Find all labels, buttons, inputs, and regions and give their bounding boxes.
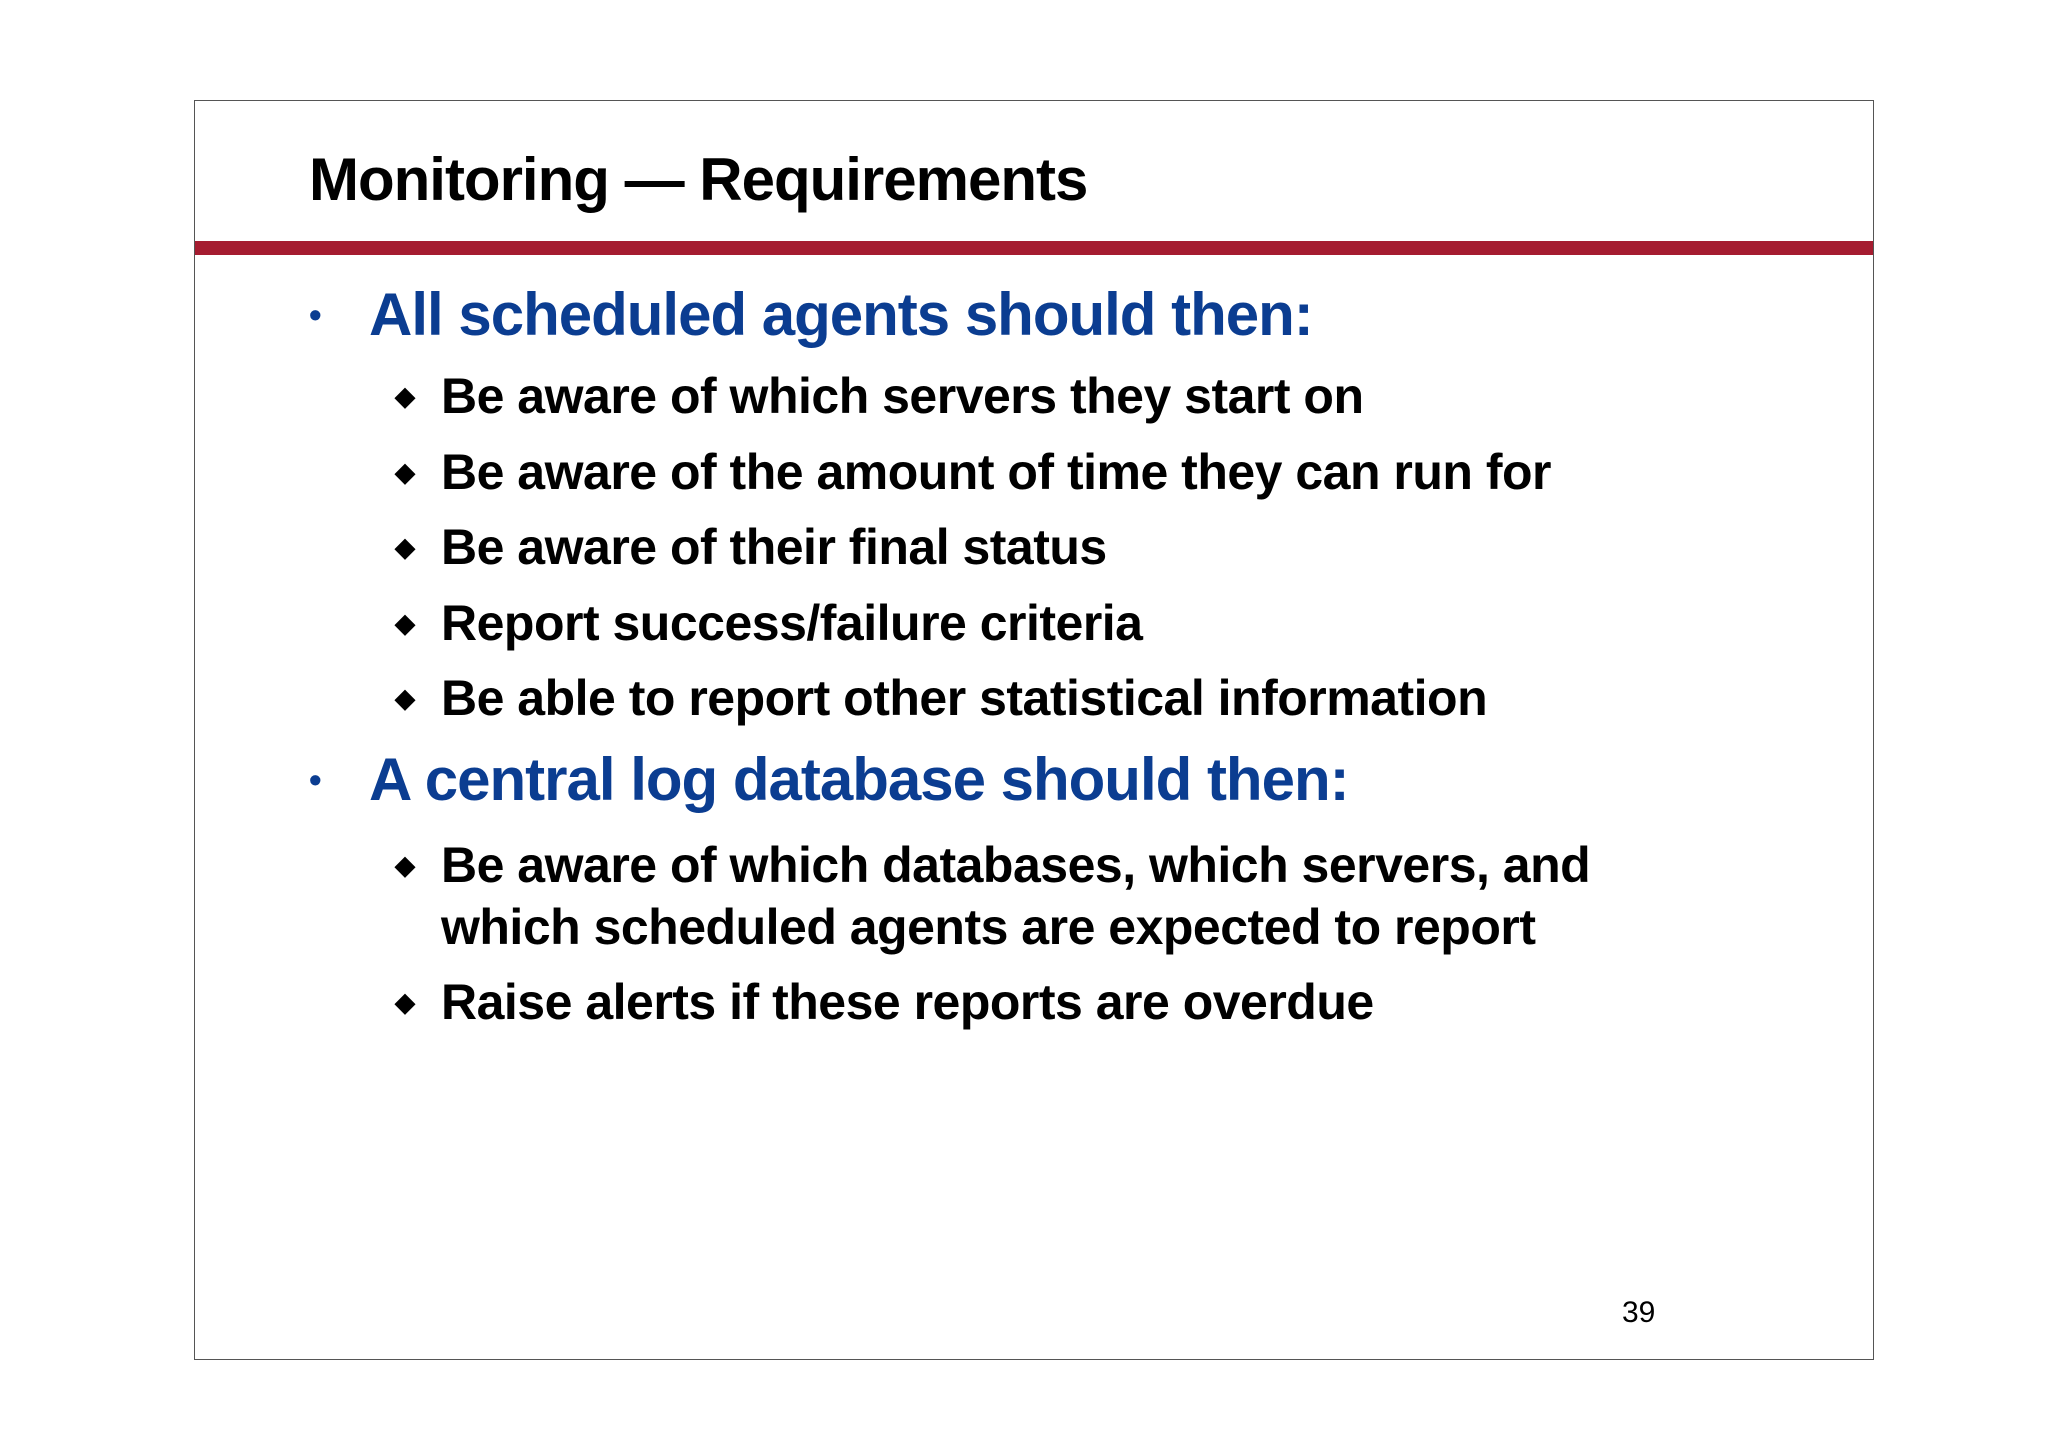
list-item-text: Be able to report other statistical information <box>441 670 1488 726</box>
bullet-diamond-icon: ◆ <box>395 381 415 411</box>
slide-title: Monitoring — Requirements <box>309 146 1088 213</box>
bullet-dot-icon: • <box>309 759 321 800</box>
bullet-dot-icon: • <box>309 294 321 335</box>
bullet-diamond-icon: ◆ <box>395 987 415 1017</box>
bullet-diamond-icon: ◆ <box>395 850 415 880</box>
page-number: 39 <box>1622 1296 1656 1329</box>
list-item-text: Report success/failure criteria <box>441 595 1143 651</box>
title-divider <box>195 241 1873 255</box>
bullet-diamond-icon: ◆ <box>395 608 415 638</box>
list-item-text: Be aware of their final status <box>441 519 1107 575</box>
list-item-text: Be aware of the amount of time they can run for <box>441 444 1551 500</box>
bullet-diamond-icon: ◆ <box>395 683 415 713</box>
list-item-text: Be aware of which databases, which servers, and which scheduled agents are expected to report <box>441 837 1591 955</box>
section-heading-text: A central log database should then: <box>369 746 1349 813</box>
section-heading-text: All scheduled agents should then: <box>369 281 1313 348</box>
bullet-diamond-icon: ◆ <box>395 457 415 487</box>
list-item-text: Raise alerts if these reports are overdue <box>441 974 1374 1030</box>
bullet-diamond-icon: ◆ <box>395 532 415 562</box>
list-item-text: Be aware of which servers they start on <box>441 368 1364 424</box>
slide <box>194 100 1874 1360</box>
